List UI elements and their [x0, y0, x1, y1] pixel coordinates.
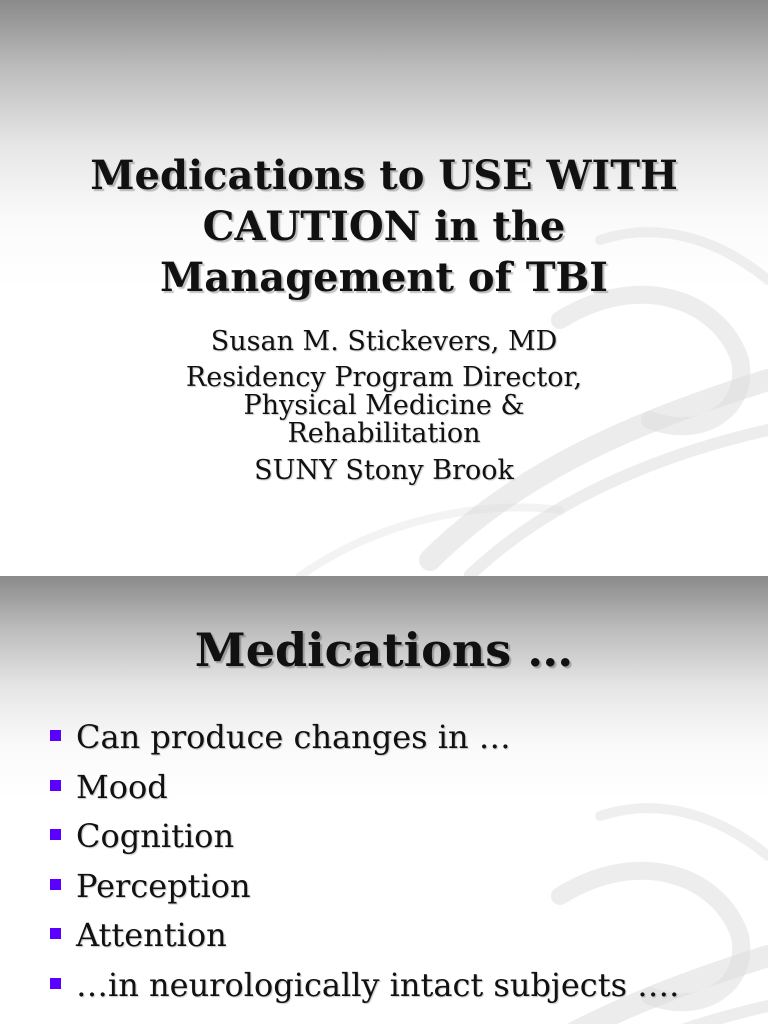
author-name: Susan M. Stickevers, MD: [210, 326, 558, 357]
square-bullet-icon: [50, 978, 61, 989]
list-item: [44, 862, 679, 912]
bullet-text: Cognition: [76, 817, 235, 856]
bullet-text: Mood: [76, 767, 168, 806]
slide-title-line: Management of TBI: [160, 254, 608, 301]
slide-title: [0, 150, 768, 303]
slide-title: Medications …: [194, 623, 574, 677]
bullet-list: [44, 713, 679, 1011]
list-item: [44, 961, 679, 1011]
bullet-text: Attention: [76, 916, 227, 955]
list-item: [44, 812, 679, 862]
institution: SUNY Stony Brook: [254, 455, 514, 486]
square-bullet-icon: [50, 928, 61, 939]
author-role-line: Rehabilitation: [287, 418, 481, 449]
author-role: [0, 364, 768, 448]
list-item: [44, 763, 679, 813]
square-bullet-icon: [50, 730, 61, 741]
author-role-line: Physical Medicine &: [243, 390, 525, 421]
slide-title-line: CAUTION in the: [202, 203, 566, 250]
list-item: [44, 713, 679, 763]
bullet-text: Perception: [76, 866, 251, 905]
square-bullet-icon: [50, 829, 61, 840]
square-bullet-icon: [50, 879, 61, 890]
list-item: [44, 911, 679, 961]
square-bullet-icon: [50, 780, 61, 791]
bullet-text: …in neurologically intact subjects ….: [76, 965, 680, 1004]
bullet-text: Can produce changes in …: [76, 718, 511, 756]
slide-2: [0, 576, 768, 1024]
slide-title-line: Medications to USE WITH: [90, 152, 678, 199]
author-role-line: Residency Program Director,: [185, 362, 583, 393]
